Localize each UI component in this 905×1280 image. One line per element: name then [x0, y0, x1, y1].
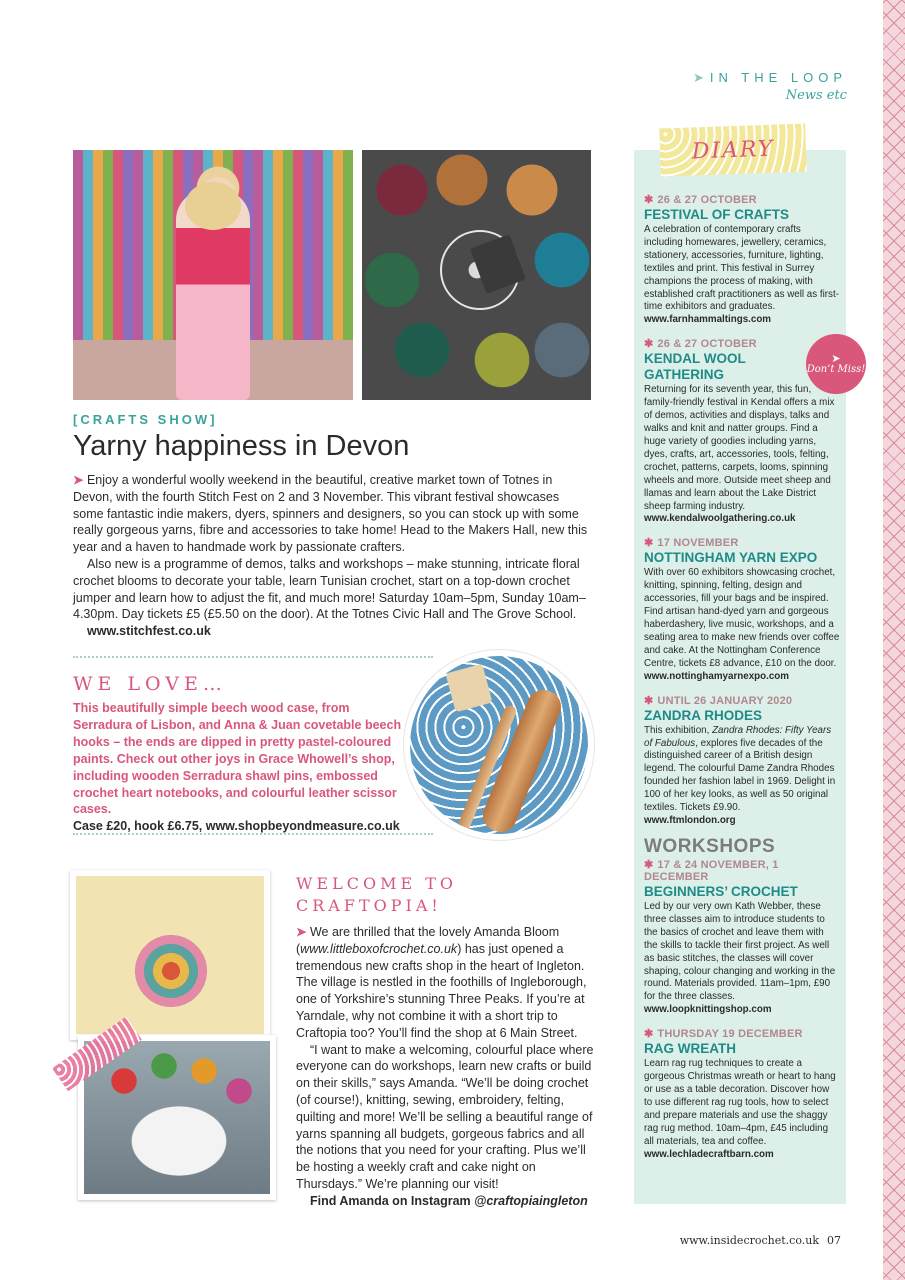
decorative-border — [883, 0, 905, 1280]
diary-entry: ✱ 26 & 27 OCTOBER KENDAL WOOL GATHERING Returning for its seventh year, this fun, family-friendly festival in Kendal offers a mix of demos, activities and displays, talks and walks and knit and natter groups. Find a huge variety of goodies including yarns, dyes, crafts, art, accessories, tools, felting, crochet, patterns, carpets, looms, spinning wheels and more. Outside meet sheep and llamas and learn about the Lake District sheep farming industry. www.kendalwoolgathering.co.uk — [644, 337, 840, 524]
craftopia-link[interactable]: www.littleboxofcrochet.co.uk — [300, 941, 458, 956]
workshop-entry: ✱ THURSDAY 19 DECEMBER RAG WREATH Learn rag rug techniques to create a gorgeous Christmas wreath or heart to hang or use as a table decoration. Discover how to use different rag rug tools, how to select and prepare materials and use the shaggy rag rug method. 10am–4pm, £45 including all materials, tea and coffee. www.lechladecraftbarn.com — [644, 1027, 840, 1159]
diary-link[interactable]: www.farnhammaltings.com — [644, 314, 772, 326]
diary-link[interactable]: www.kendalwoolgathering.co.uk — [644, 513, 796, 525]
star-icon: ✱ — [644, 1028, 654, 1041]
diary-link[interactable]: www.nottinghamyarnexpo.com — [644, 670, 789, 682]
divider — [73, 656, 433, 658]
diary-entry: ✱ 26 & 27 OCTOBER FESTIVAL OF CRAFTS A celebration of contemporary crafts including homewares, jewellery, ceramics, stationery, accessories, furniture, lighting, textiles and print. This festival in Surrey champions the process of making, with established craft practitioners as well as first-time exhibitors and graduates. www.farnhammaltings.com — [644, 194, 839, 326]
diary-link[interactable]: www.loopknittingshop.com — [644, 1004, 772, 1016]
section-header — [693, 70, 847, 103]
article-headline: Yarny happiness in Devon — [73, 430, 410, 462]
divider — [73, 833, 433, 835]
photo-yarn-skeins — [362, 150, 591, 400]
article-paragraph-1: Enjoy a wonderful woolly weekend in the beautiful, creative market town of Totnes in Devon, with the fourth Stitch Fest on 2 and 3 November. This vibrant festival showcases some fantastic indie makers, dyers, spinners and designers, so you can stock up with some really gorgeous yarns, fibre and accessories to take home! Head to the Makers Hall, new this year and a haven to handmade work by passionate crafters. — [73, 473, 588, 555]
photo-yarn-stall — [73, 150, 353, 400]
workshop-entry: ✱ 17 & 24 NOVEMBER, 1 DECEMBER BEGINNERS’ CROCHET Led by our very own Kath Webber, these three classes aim to introduce students to the basics of crochet and leave them with the skills to tackle their first project. As well as basic stitches, the classes will cover shaping, colour changing and working in the round. Materials provided. 11am–1pm, £90 for the three classes. www.loopknittingshop.com — [644, 858, 840, 1015]
page-footer — [680, 1234, 841, 1247]
footer-site[interactable]: www.insidecrochet.co.uk — [679, 1234, 819, 1247]
bullet-arrow-icon: ➤ — [296, 925, 307, 939]
craftopia-body: ➤ We are thrilled that the lovely Amanda Bloom (www.littleboxofcrochet.co.uk) has just opened a tremendous new crafts shop in the heart of Ingleton. The village is nestled in the foothills of Ingleborough, one of Yorkshire’s stunning Three Peaks. If you’re at Yarndale, why not combine it with a short trip to Craftopia too? You’ll find the shop at 6 Main Street. “I want to make a welcoming, colourful place where everyone can do workshops, learn new crafts or build on their skills,” says Amanda. “We’ll be doing crochet (of course!), knitting, sewing, embroidery, felting, quilting and more! We’ll be selling a beautiful range of yarns spanning all budgets, gorgeous fabrics and all the notions that you need for your crafting. Plus we’ll be hosting a weekly craft and cake night on Thursdays.” We’re planning our visit! Find Amanda on Instagram @craftopiaingleton — [296, 924, 596, 1210]
article-kicker: [CRAFTS SHOW] — [73, 412, 218, 427]
arrow-icon: ➤ — [692, 70, 704, 85]
we-love-body — [73, 700, 408, 835]
photo-craftopia-shop — [70, 870, 270, 1040]
we-love-heading: WE LOVE… — [73, 673, 227, 695]
page-number: 07 — [827, 1234, 841, 1247]
arrow-icon: ➤ — [831, 352, 841, 365]
diary-list — [644, 193, 840, 1172]
star-icon: ✱ — [644, 194, 654, 206]
diary-link[interactable]: www.lechladecraftbarn.com — [644, 1148, 774, 1160]
diary-entry: ✱ 17 NOVEMBER NOTTINGHAM YARN EXPO With over 60 exhibitors showcasing crochet, knitting, spinning, felting, design and accessories, fill your bags and be inspired. Find artisan hand-dyed yarn and gorgeous haberdashery, live music, workshops, and a seating area to make new friends over coffee and cake. At the Nottingham Conference Centre, tickets £8 advance, £10 on the door. www.nottinghamyarnexpo.com — [644, 537, 840, 682]
article-paragraph-2: Also new is a programme of demos, talks and workshops – make stunning, intricate floral crochet blooms to decorate your table, learn Tunisian crochet, start on a top-down crochet jumper and learn how to adjust the fit, and much more! Saturday 10am–5pm, Sunday 10am–4.30pm. Day tickets £5 (£5.50 on the door). At the Totnes Civic Hall and The Grove School. — [73, 556, 586, 622]
instagram-handle[interactable]: @craftopiaingleton — [474, 1193, 588, 1208]
section-subtitle: News etc — [785, 88, 847, 103]
photo-wooden-case — [404, 650, 594, 840]
diary-tag: DIARY — [659, 123, 807, 176]
craftopia-heading: WELCOME TO CRAFTOPIA! — [296, 874, 458, 915]
craftopia-paragraph-2: “I want to make a welcoming, colourful place where everyone can do workshops, learn new crafts or build on their skills,” says Amanda. “We’ll be doing crochet (of course!), knitting, sewing, embroidery, felting, quilting and more! We’ll be selling a beautiful range of yarns spanning all budgets, gorgeous fabrics and all the notions that you need for your crafting. Plus we’ll be hosting a weekly craft and cake night on Thursdays.” We’re planning our visit! — [296, 1042, 594, 1191]
diary-entry: ✱ UNTIL 26 JANUARY 2020 ZANDRA RHODES This exhibition, Zandra Rhodes: Fifty Years of Fabulous, explores five decades of the distinguished career of a British design legend. The colourful Dame Zandra Rhodes founded her fashion label in 1969. Delight in 100 of her key looks, as well as 50 original textiles. Tickets £9.90. www.ftmlondon.org — [644, 694, 840, 826]
star-icon: ✱ — [644, 338, 654, 351]
workshops-heading: WORKSHOPS — [644, 836, 776, 857]
dont-miss-badge: ➤ Don’t Miss! — [806, 334, 866, 394]
article-link[interactable]: www.stitchfest.co.uk — [87, 624, 211, 639]
bullet-arrow-icon: ➤ — [73, 473, 84, 487]
we-love-price: Case £20, hook £6.75, www.shopbeyondmeasure.co.uk — [73, 819, 400, 834]
article-body — [73, 472, 593, 640]
diary-link[interactable]: www.ftmlondon.org — [644, 815, 736, 826]
star-icon: ✱ — [644, 694, 654, 707]
star-icon: ✱ — [644, 537, 654, 550]
we-love-text: This beautifully simple beech wood case, from Serradura of Lisbon, and Anna & Juan covetable beech hooks – the ends are dipped in pretty pastel-coloured paints. Check out other joys in Grace Whowell’s shop, including wooden Serradura shawl pins, embossed crochet heart notebooks, and colourful leather scissor cases. — [73, 701, 402, 817]
star-icon: ✱ — [644, 859, 654, 871]
section-kicker: IN THE LOOP — [709, 70, 847, 85]
